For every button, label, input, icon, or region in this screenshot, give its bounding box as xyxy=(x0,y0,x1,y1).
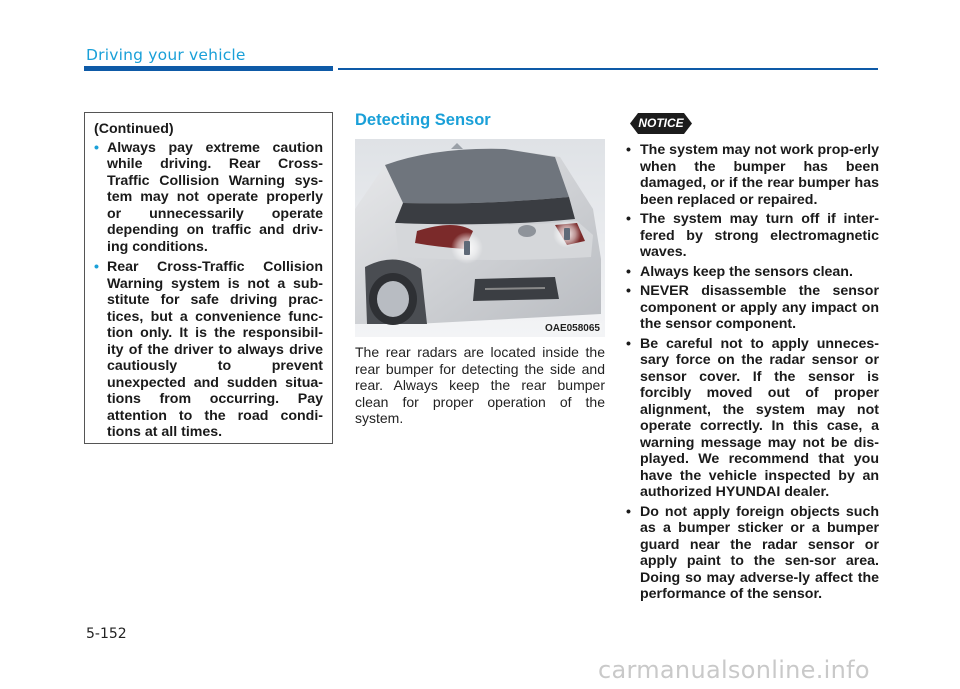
warning-item xyxy=(94,259,323,441)
bullet-icon: • xyxy=(626,142,631,158)
warning-item-text: Always pay extreme caution while driving. Rear Cross-Traffic Collision Warning sys-tem may not operate properly or unnecessarily operate depending on traffic and driv-ing conditions. xyxy=(107,139,323,255)
section-title: Detecting Sensor xyxy=(355,111,491,129)
notice-list xyxy=(624,142,879,606)
bullet-icon: • xyxy=(94,139,99,156)
bullet-icon: • xyxy=(626,283,631,299)
notice-item-text: Do not apply foreign objects such as a bumper sticker or a bumper guard near the radar sensor or apply paint to the sen-sor area. Doing so may adverse-ly affect the performance of the sensor. xyxy=(640,503,879,602)
notice-item-text: NEVER disassemble the sensor component or apply any impact on the sensor component. xyxy=(640,283,879,332)
warning-item-text: Rear Cross-Traffic Collision Warning system is not a sub-stitute for safe driving prac-tices, but a convenience func-tion only. It is the responsibil-ity of the driver to always drive cautiously to prevent unexpected and sudden situa-tions from occurring. Pay attention to the road condi-tions at all times. xyxy=(107,259,323,440)
figure-code: OAE058065 xyxy=(544,323,600,334)
rear-sensor-illustration xyxy=(355,139,605,337)
car-rear-icon xyxy=(355,139,605,337)
notice-item xyxy=(624,264,879,281)
notice-item-text: Always keep the sensors clean. xyxy=(640,263,853,280)
header-rule-thick xyxy=(84,66,333,71)
notice-item xyxy=(624,336,879,501)
notice-item-text: The system may not work prop-erly when the bumper has been damaged, or if the rear bumper has been replaced or repaired. xyxy=(640,142,879,208)
notice-item-text: The system may turn off if inter-fered by strong electromagnetic waves. xyxy=(640,211,879,260)
notice-badge xyxy=(630,113,692,134)
notice-label: NOTICE xyxy=(638,116,684,130)
bullet-icon: • xyxy=(626,503,631,520)
header-rule-thin xyxy=(338,68,878,70)
bullet-icon: • xyxy=(626,335,631,352)
section-header: Driving your vehicle xyxy=(86,46,246,64)
page-number: 5-152 xyxy=(86,626,127,642)
bullet-icon: • xyxy=(626,211,631,227)
notice-item xyxy=(624,142,879,208)
warning-box xyxy=(84,112,333,444)
warning-item xyxy=(94,140,323,256)
section-body: The rear radars are located inside the rear bumper for detecting the side and rear. Always keep the rear bumper clean for proper operation of the system. xyxy=(355,344,605,427)
notice-item xyxy=(624,211,879,261)
bullet-icon: • xyxy=(94,259,99,275)
notice-item xyxy=(624,504,879,603)
notice-item xyxy=(624,283,879,333)
bullet-icon: • xyxy=(626,263,631,280)
watermark: carmanualsonline.info xyxy=(598,656,870,684)
notice-item-text: Be careful not to apply unneces-sary force on the radar sensor or sensor cover. If the sensor is forcibly moved out of proper alignment, the system may not operate correctly. In this case, a warning message may not be dis-played. We recommend that you have the vehicle inspected by an authorized HYUNDAI dealer. xyxy=(640,335,879,500)
warning-heading: (Continued) xyxy=(94,121,174,137)
